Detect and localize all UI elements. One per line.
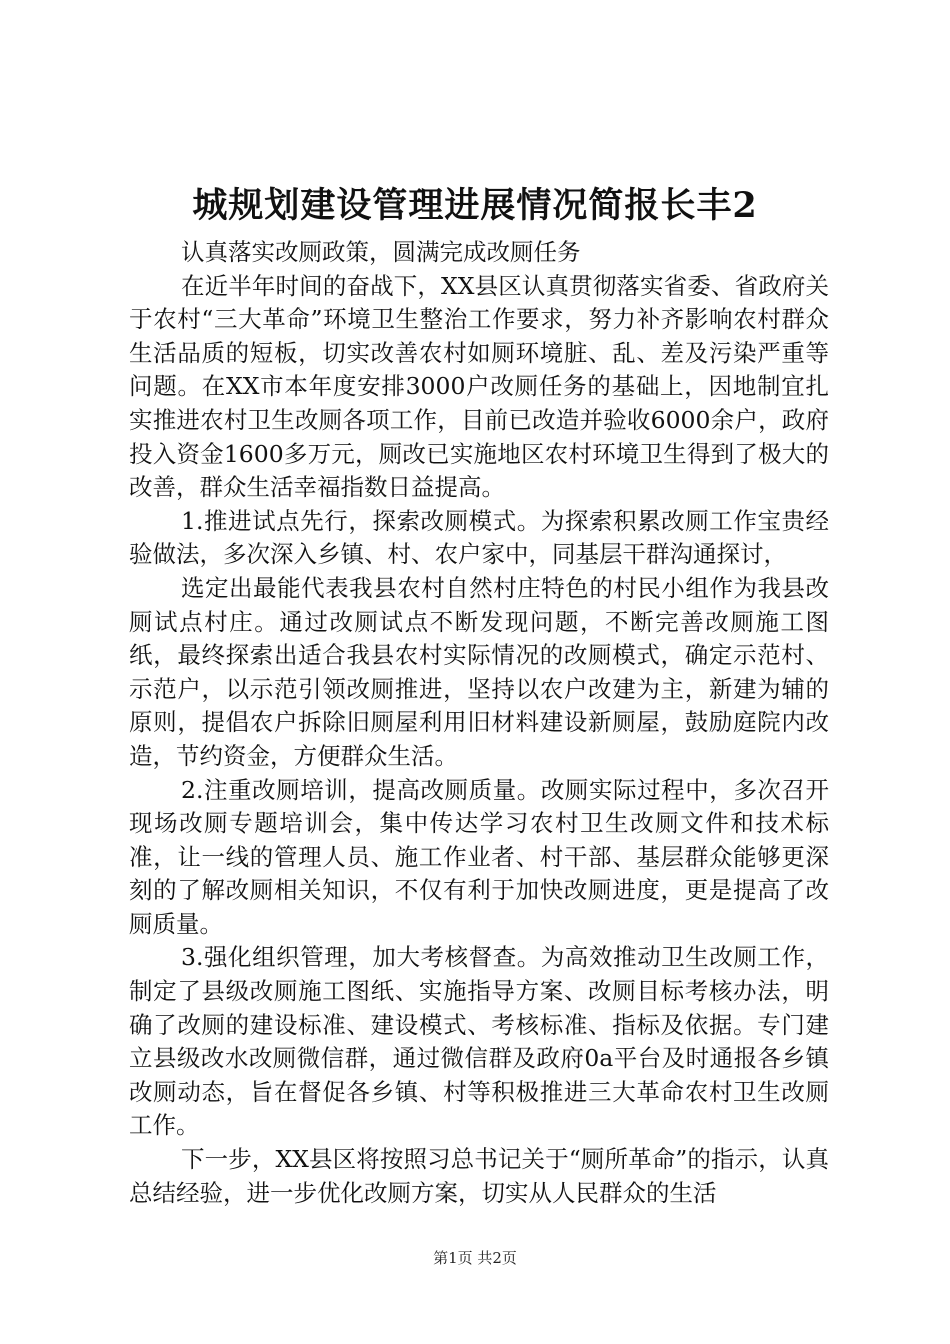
document-body: [129, 236, 829, 1210]
paragraph-item-1-continued: 选定出最能代表我县农村自然村庄特色的村民小组作为我县改厕试点村庄。通过改厕试点不断发现问题，不断完善改厕施工图纸，最终探索出适合我县农村实际情况的改厕模式，确定示范村、示范户，以示范引领改厕推进，坚持以农户改建为主，新建为辅的原则，提倡农户拆除旧厕屋利用旧材料建设新厕屋，鼓励庭院内改造，节约资金，方便群众生活。: [129, 573, 829, 770]
paragraph-intro: 在近半年时间的奋战下，XX县区认真贯彻落实省委、省政府关于农村“三大革命”环境卫生整治工作要求，努力补齐影响农村群众生活品质的短板，切实改善农村如厕环境脏、乱、差及污染严重等问题。在XX市本年度安排3000户改厕任务的基础上，因地制宜扎实推进农村卫生改厕各项工作，目前已改造并验收6000余户，政府投入资金1600多万元，厕改已实施地区农村环境卫生得到了极大的改善，群众生活幸福指数日益提高。: [129, 271, 829, 502]
paragraph-item-1: 1.推进试点先行，探索改厕模式。为探索积累改厕工作宝贵经验做法，多次深入乡镇、村、农户家中，同基层干群沟通探讨，: [129, 506, 829, 569]
paragraph-subtitle: 认真落实改厕政策，圆满完成改厕任务: [181, 238, 581, 266]
page-footer: 第1页 共2页: [433, 1249, 517, 1267]
paragraph-item-2: 2.注重改厕培训，提高改厕质量。改厕实际过程中，多次召开现场改厕专题培训会，集中传达学习农村卫生改厕文件和技术标准，让一线的管理人员、施工作业者、村干部、基层群众能够更深刻的了解改厕相关知识，不仅有利于加快改厕进度，更是提高了改厕质量。: [129, 775, 829, 938]
paragraph-next-steps: 下一步，XX县区将按照习总书记关于“厕所革命”的指示，认真总结经验，进一步优化改厕方案，切实从人民群众的生活: [129, 1145, 829, 1207]
document-title: 城规划建设管理进展情况简报长丰2: [192, 185, 758, 226]
paragraph-item-3: 3.强化组织管理，加大考核督查。为高效推动卫生改厕工作，制定了县级改厕施工图纸、实施指导方案、改厕目标考核办法，明确了改厕的建设标准、建设模式、考核标准、指标及依据。专门建立县级改水改厕微信群，通过微信群及政府0a平台及时通报各乡镇改厕动态，旨在督促各乡镇、村等积极推进三大革命农村卫生改厕工作。: [129, 943, 829, 1140]
